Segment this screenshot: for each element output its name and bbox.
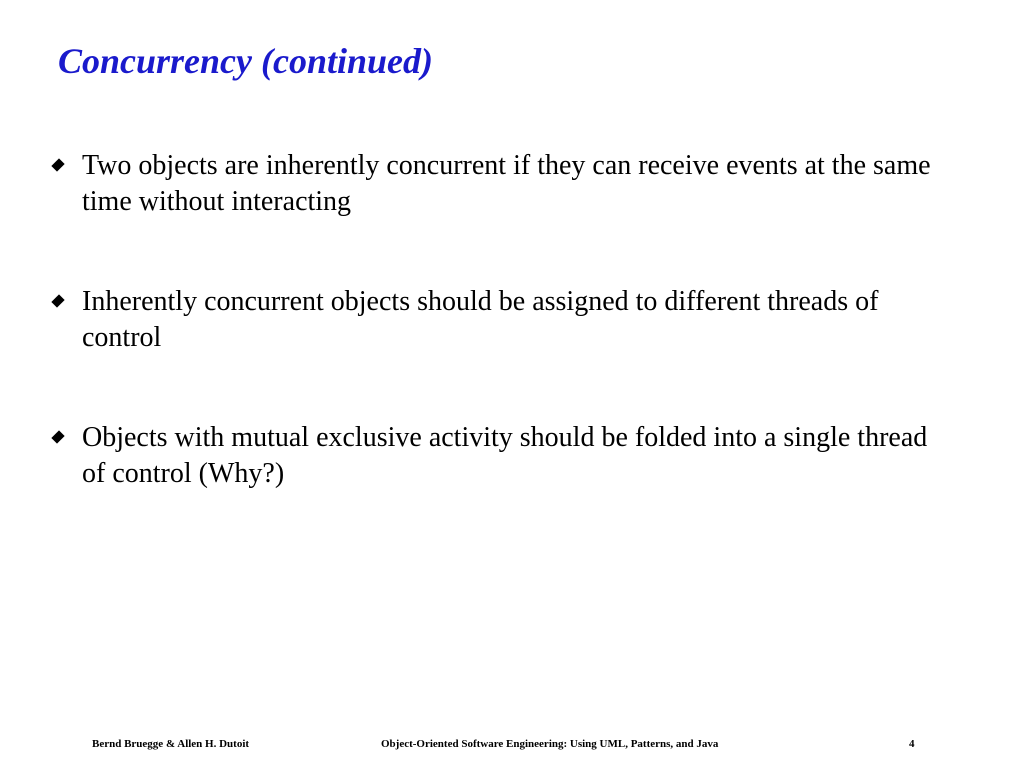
bullet-text: Objects with mutual exclusive activity should be folded into a single thread of control (Why?): [82, 422, 928, 489]
bullet-item: [54, 148, 954, 220]
diamond-bullet-icon: [51, 294, 64, 307]
bullet-text: Inherently concurrent objects should be assigned to different threads of control: [82, 286, 879, 353]
footer-authors: Bernd Bruegge & Allen H. Dutoit: [92, 738, 250, 750]
bullet-text: Two objects are inherently concurrent if they can receive events at the same time without interacting: [82, 150, 931, 217]
slide-title: Concurrency (continued): [58, 41, 434, 81]
diamond-bullet-icon: [51, 430, 64, 443]
bullet-item: [54, 420, 954, 492]
footer-book-title: Object-Oriented Software Engineering: Using UML, Patterns, and Java: [381, 738, 719, 750]
bullet-item: [54, 284, 954, 356]
diamond-bullet-icon: [51, 158, 64, 171]
bullet-list: [54, 148, 954, 556]
footer-page-number: 4: [909, 738, 915, 750]
